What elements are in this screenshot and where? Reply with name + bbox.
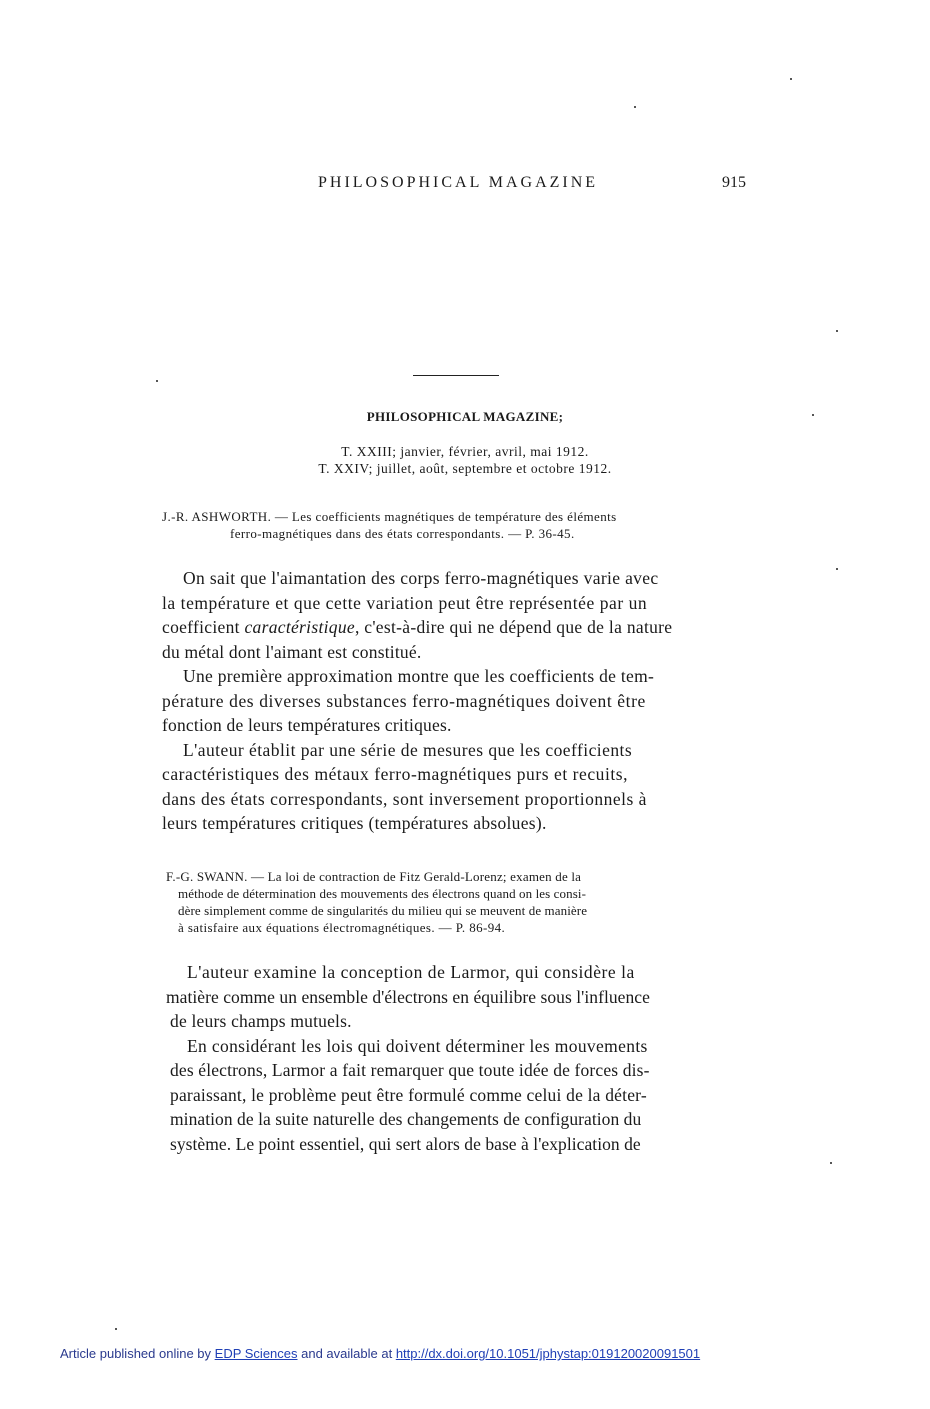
- running-title: PHILOSOPHICAL MAGAZINE: [318, 174, 599, 191]
- scan-speck: [836, 568, 838, 570]
- publisher-link[interactable]: EDP Sciences: [214, 1346, 298, 1361]
- doi-link[interactable]: http://dx.doi.org/10.1051/jphystap:019120020091501: [395, 1346, 701, 1361]
- emphasis-text: caractéristique: [244, 617, 355, 637]
- page-number: 915: [722, 174, 746, 191]
- scan-speck: [634, 106, 636, 108]
- body-line: du métal dont l'aimant est constitué.: [162, 642, 422, 662]
- body-text: coefficient: [162, 617, 245, 637]
- body-line: Une première approximation montre que les coefficients de tem-: [183, 666, 655, 686]
- scan-speck: [830, 1162, 832, 1164]
- body-line: [162, 617, 672, 638]
- section-title: PHILOSOPHICAL MAGAZINE;: [366, 409, 564, 424]
- reference-line: ferro-magnétiques dans des états correspondants. — P. 36-45.: [230, 526, 575, 541]
- body-line: L'auteur établit par une série de mesures que les coefficients: [183, 740, 633, 760]
- body-line: leurs températures critiques (températures absolues).: [162, 813, 547, 833]
- publication-footer: [60, 1346, 700, 1361]
- body-line: paraissant, le problème peut être formulé comme celui de la déter-: [170, 1085, 647, 1105]
- body-line: des électrons, Larmor a fait remarquer que toute idée de forces dis-: [170, 1060, 650, 1080]
- body-line: En considérant les lois qui doivent déterminer les mouvements: [187, 1036, 648, 1056]
- reference-line: F.-G. SWANN. — La loi de contraction de Fitz Gerald-Lorenz; examen de la: [166, 869, 582, 884]
- reference-line: méthode de détermination des mouvements des électrons quand on les consi-: [178, 886, 587, 901]
- footer-middle: and available at: [297, 1346, 396, 1361]
- reference-line: à satisfaire aux équations électromagnétiques. — P. 86-94.: [178, 920, 506, 935]
- body-line: L'auteur examine la conception de Larmor, qui considère la: [187, 962, 635, 982]
- body-line: de leurs champs mutuels.: [170, 1011, 352, 1031]
- body-line: mination de la suite naturelle des changements de configuration du: [170, 1109, 642, 1129]
- reference-line: J.-R. ASHWORTH. — Les coefficients magnétiques de température des éléments: [162, 509, 617, 524]
- footer-prefix: Article published online by: [60, 1346, 215, 1361]
- volume-line-1: T. XXIII; janvier, février, avril, mai 1912.: [341, 444, 589, 459]
- scan-speck: [836, 330, 838, 332]
- scan-speck: [115, 1328, 117, 1330]
- scan-speck: [156, 380, 158, 382]
- section-divider: [413, 375, 499, 376]
- volume-line-2: T. XXIV; juillet, août, septembre et octobre 1912.: [318, 461, 612, 476]
- body-text: , c'est-à-dire qui ne dépend que de la nature: [354, 617, 673, 637]
- body-line: On sait que l'aimantation des corps ferro-magnétiques varie avec: [183, 568, 659, 588]
- body-line: la température et que cette variation peut être représentée par un: [162, 593, 648, 613]
- body-line: système. Le point essentiel, qui sert alors de base à l'explication de: [170, 1134, 641, 1154]
- body-line: caractéristiques des métaux ferro-magnétiques purs et recuits,: [162, 764, 629, 784]
- body-line: pérature des diverses substances ferro-magnétiques doivent être: [162, 691, 646, 711]
- body-line: matière comme un ensemble d'électrons en équilibre sous l'influence: [166, 987, 650, 1007]
- body-line: fonction de leurs températures critiques.: [162, 715, 452, 735]
- reference-line: dère simplement comme de singularités du milieu qui se meuvent de manière: [178, 903, 588, 918]
- body-line: dans des états correspondants, sont inversement proportionnels à: [162, 789, 647, 809]
- scan-speck: [790, 78, 792, 80]
- scan-speck: [812, 414, 814, 416]
